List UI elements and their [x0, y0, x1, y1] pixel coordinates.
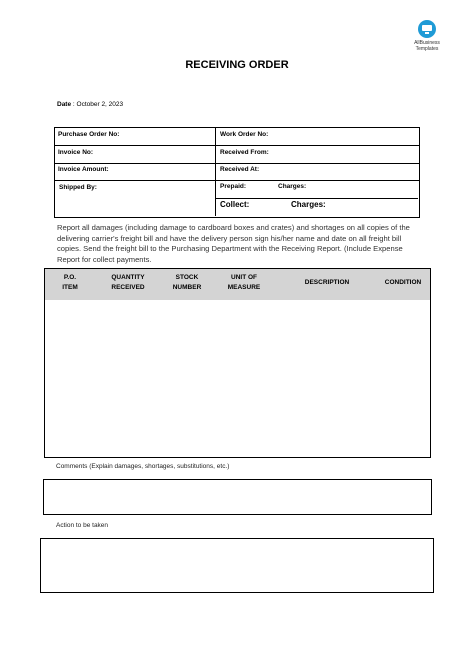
collect-charges-label: Charges:	[291, 200, 326, 209]
work-order-no-label: Work Order No:	[220, 131, 269, 138]
invoice-amount-label: Invoice Amount:	[58, 166, 109, 173]
col-header-condition: CONDITION	[384, 279, 422, 286]
comments-box[interactable]	[43, 479, 432, 515]
collect-label: Collect:	[220, 200, 250, 209]
date-line	[57, 101, 123, 108]
received-at-label: Received At:	[220, 166, 260, 173]
received-items-table	[44, 268, 431, 458]
damage-report-instructions: Report all damages (including damage to cardboard boxes and crates) and shortages on all copies of the delivering carrier's freight bill and have the delivery person sign his/her name and date on all freight bill copies. Send the freight bill to the Purchasing Department with the Receiving Report. (Include Expense Report for collect payments.	[57, 223, 410, 264]
logo-text-line2: Templates	[415, 46, 439, 52]
action-box[interactable]	[40, 538, 434, 593]
prepaid-charges-label: Charges:	[278, 183, 307, 190]
logo-text-line1: AllBusiness	[414, 40, 440, 46]
comments-label: Comments (Explain damages, shortages, substitutions, etc.)	[56, 463, 230, 470]
shipped-by-label: Shipped By:	[59, 184, 97, 191]
order-info-table	[54, 127, 420, 218]
action-label: Action to be taken	[56, 522, 109, 529]
col-header-quantity-received: QUANTITY RECEIVED	[111, 274, 145, 291]
col-header-stock-number: STOCK NUMBER	[172, 274, 202, 291]
invoice-no-label: Invoice No:	[58, 149, 94, 156]
col-header-po-item: P.O. ITEM	[62, 274, 78, 291]
page-title: RECEIVING ORDER	[185, 59, 289, 71]
prepaid-label: Prepaid:	[220, 183, 247, 190]
date-label: Date	[57, 101, 72, 108]
date-value: : October 2, 2023	[72, 101, 124, 108]
col-header-description: DESCRIPTION	[304, 279, 350, 286]
col-header-unit-of-measure: UNIT OF MEASURE	[227, 274, 261, 291]
purchase-order-no-label: Purchase Order No:	[58, 131, 120, 138]
received-from-label: Received From:	[220, 149, 269, 156]
laptop-icon	[418, 20, 436, 38]
